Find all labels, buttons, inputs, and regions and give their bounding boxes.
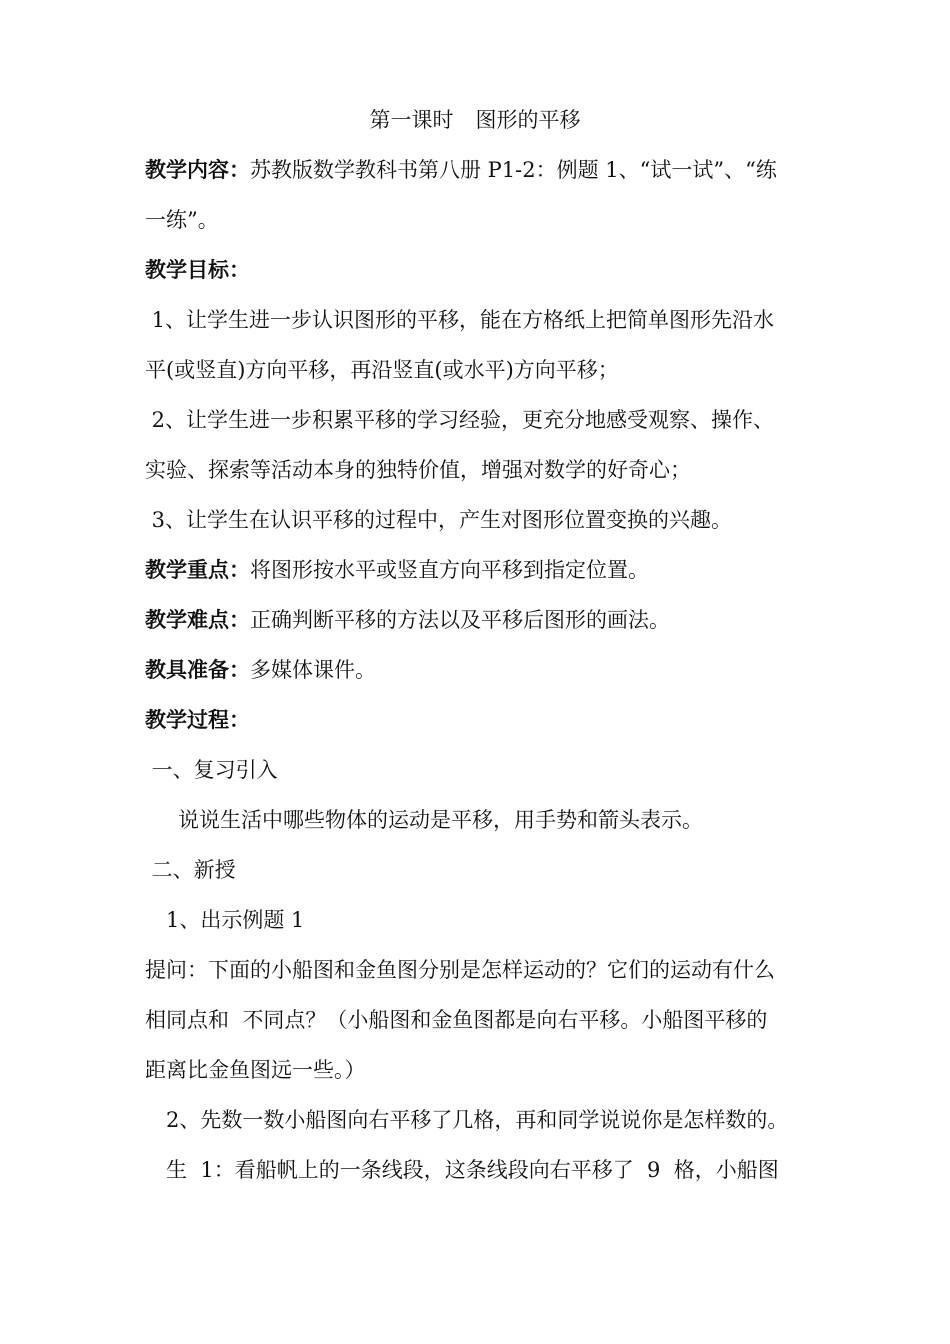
teaching-content (145, 155, 810, 185)
goal-2-line-2: 实验、探索等活动本身的独特价值，增强对数学的好奇心； (145, 458, 691, 482)
lesson-title (0, 105, 950, 135)
section-1-heading: 一、复习引入 (145, 758, 278, 782)
teaching-goals-heading: 教学目标： (145, 257, 250, 282)
key-point-label: 教学重点： (145, 557, 250, 582)
teaching-key-point (145, 555, 810, 585)
teaching-content-label: 教学内容： (145, 157, 250, 182)
step-1: 1、出示例题 1 (166, 908, 305, 932)
teaching-difficulty (145, 605, 810, 635)
goal-1-line-2: 平(或竖直)方向平移，再沿竖直(或水平)方向平移； (145, 358, 619, 382)
goal-1-line-1: 1、让学生进一步认识图形的平移，能在方格纸上把简单图形先沿水 (145, 308, 775, 332)
question-line-2: 相同点和 不同点？（小船图和金鱼图都是向右平移。小船图平移的 (145, 1008, 768, 1032)
difficulty-label: 教学难点： (145, 607, 250, 632)
section-1-text: 说说生活中哪些物体的运动是平移，用手势和箭头表示。 (178, 808, 703, 832)
difficulty-text: 正确判断平移的方法以及平移后图形的画法。 (250, 608, 670, 632)
teaching-tools (145, 655, 810, 685)
key-point-text: 将图形按水平或竖直方向平移到指定位置。 (250, 558, 649, 582)
tools-text: 多媒体课件。 (250, 658, 376, 682)
title-part-2: 图形的平移 (475, 108, 581, 132)
step-2: 2、先数一数小船图向右平移了几格，再和同学说说你是怎样数的。 (166, 1108, 789, 1132)
goal-3: 3、让学生在认识平移的过程中，产生对图形位置变换的兴趣。 (145, 508, 733, 532)
teaching-process-heading: 教学过程： (145, 707, 250, 732)
student-1-answer: 生 1：看船帆上的一条线段，这条线段向右平移了 9 格，小船图 (166, 1158, 779, 1182)
teaching-content-text: 苏教版数学教科书第八册 P1-2：例题 1、“试一试”、“练 (250, 158, 777, 182)
teaching-content-continued: 一练”。 (145, 208, 219, 232)
tools-label: 教具准备： (145, 657, 250, 682)
question-line-1: 提问：下面的小船图和金鱼图分别是怎样运动的？它们的运动有什么 (145, 958, 775, 982)
question-line-3: 距离比金鱼图远一些。） (145, 1058, 366, 1082)
title-part-1: 第一课时 (369, 108, 454, 132)
section-2-heading: 二、新授 (145, 858, 236, 882)
goal-2-line-1: 2、让学生进一步积累平移的学习经验，更充分地感受观察、操作、 (145, 408, 775, 432)
